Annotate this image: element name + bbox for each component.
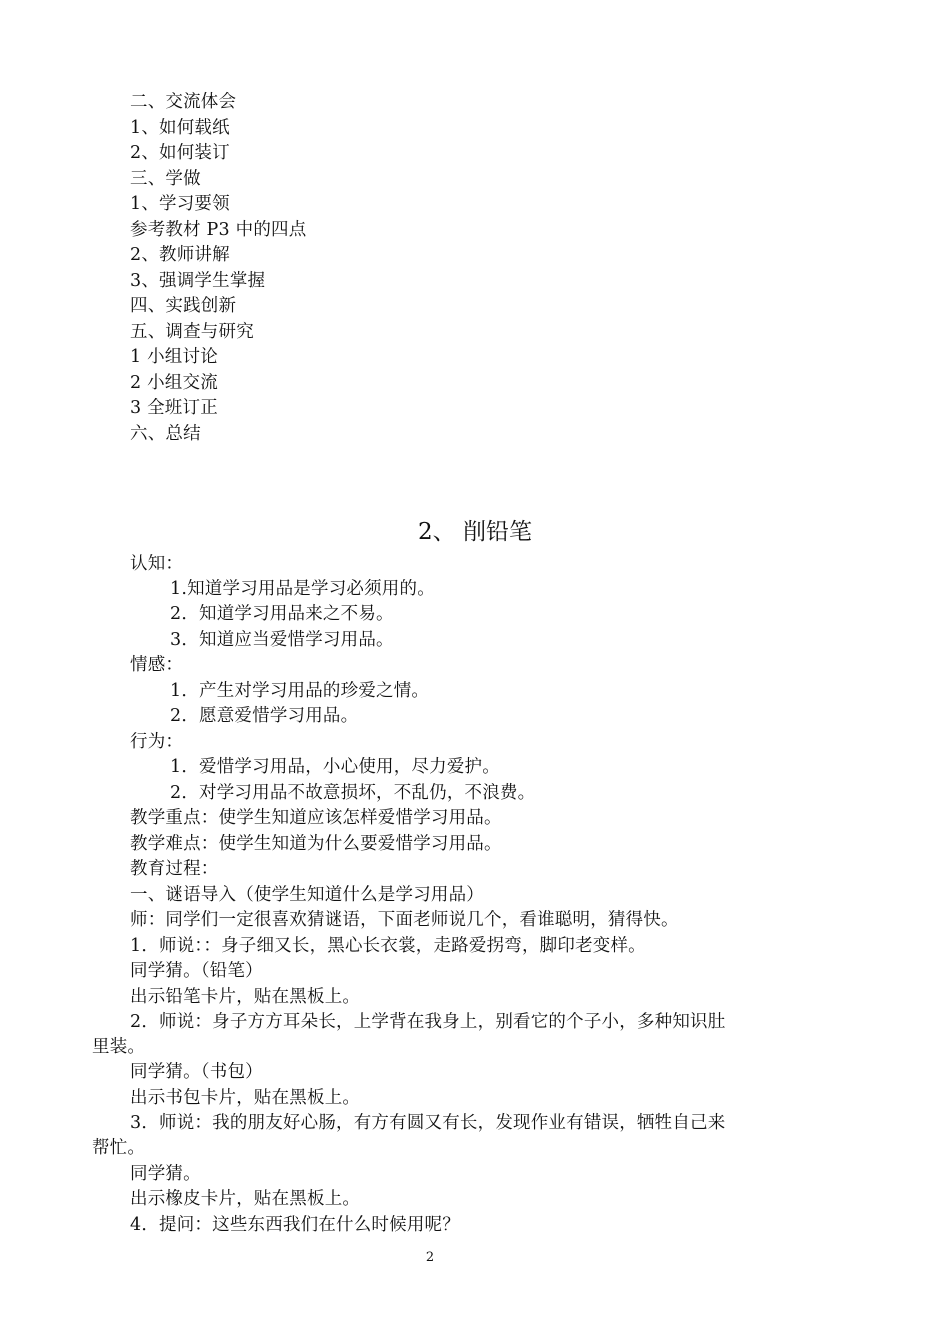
lesson-title: 2、 削铅笔 [418,519,532,545]
page-number: 2 [425,1250,435,1265]
paragraph: 同学猜。 [130,1164,201,1184]
section-label: 行为： [130,732,184,752]
section-label: 认知： [130,554,184,574]
paragraph: 师：同学们一定很喜欢猜谜语，下面老师说几个，看谁聪明，猜得快。 [130,910,679,930]
list-item: 3．知道应当爱惜学习用品。 [170,630,394,650]
list-item: 1．爱惜学习用品，小心使用，尽力爱护。 [170,757,500,777]
paragraph: 出示铅笔卡片，贴在黑板上。 [130,987,361,1007]
list-item: 2．对学习用品不故意损坏，不乱仍，不浪费。 [170,783,536,803]
outline-line: 六、总结 [130,424,201,444]
list-item: 2．知道学习用品来之不易。 [170,604,394,624]
step-heading: 一、谜语导入（使学生知道什么是学习用品） [130,885,484,905]
list-item: 2．愿意爱惜学习用品。 [170,706,359,726]
outline-line: 1 小组讨论 [130,347,218,367]
outline-line: 1、学习要领 [130,194,230,214]
outline-line: 1、如何载纸 [130,118,230,138]
outline-line: 二、交流体会 [130,92,237,112]
list-item: 1.知道学习用品是学习必须用的。 [170,579,435,599]
outline-line: 3、强调学生掌握 [130,271,266,291]
paragraph: 4．提问：这些东西我们在什么时候用呢？ [130,1215,460,1235]
difficult-point: 教学难点：使学生知道为什么要爱惜学习用品。 [130,834,502,854]
paragraph: 里装。 [92,1037,146,1057]
paragraph: 1．师说：：身子细又长，黑心长衣裳，走路爱拐弯，脚印老变样。 [130,936,646,956]
outline-line: 2、如何装订 [130,143,230,163]
paragraph: 帮忙。 [92,1138,146,1158]
key-point: 教学重点：使学生知道应该怎样爱惜学习用品。 [130,808,502,828]
outline-line: 五、调查与研究 [130,322,254,342]
paragraph: 出示书包卡片，贴在黑板上。 [130,1088,361,1108]
section-label: 情感： [130,655,184,675]
outline-line: 2 小组交流 [130,373,218,393]
paragraph: 3．师说：我的朋友好心肠，有方有圆又有长，发现作业有错误，牺牲自己来 [130,1113,726,1133]
paragraph: 出示橡皮卡片，贴在黑板上。 [130,1189,361,1209]
paragraph: 同学猜。（铅笔） [130,961,263,981]
outline-line: 3 全班订正 [130,398,218,418]
outline-line: 参考教材 P3 中的四点 [130,220,307,240]
section-label: 教育过程： [130,859,219,879]
list-item: 1．产生对学习用品的珍爱之情。 [170,681,430,701]
outline-line: 三、学做 [130,169,201,189]
paragraph: 同学猜。（书包） [130,1062,263,1082]
outline-line: 四、实践创新 [130,296,237,316]
paragraph: 2．师说：身子方方耳朵长，上学背在我身上，别看它的个子小，多种知识肚 [130,1012,726,1032]
outline-line: 2、教师讲解 [130,245,230,265]
